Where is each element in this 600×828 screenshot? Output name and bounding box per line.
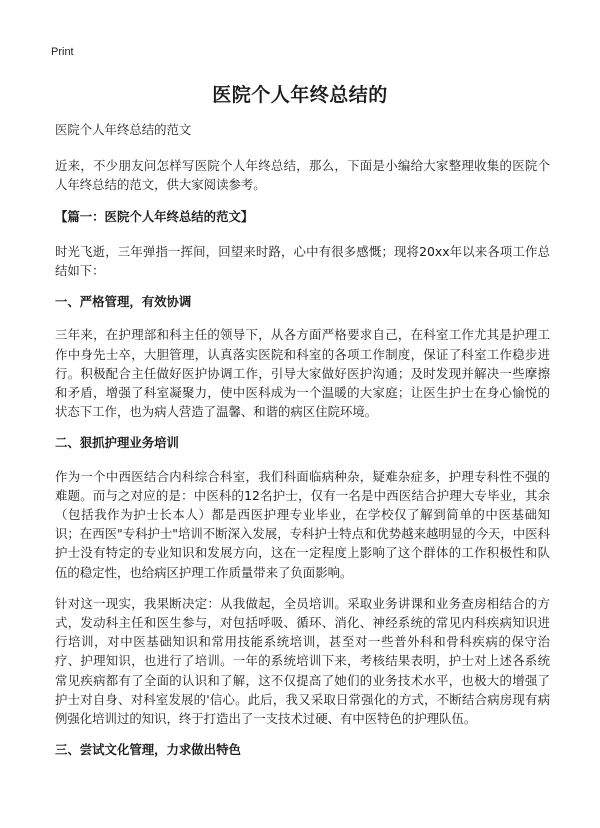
heading-strict-management: 一、严格管理，有效协调 [55,294,192,310]
intro-paragraph: 近来，不少朋友问怎样写医院个人年终总结，那么，下面是小编给大家整理收集的医院个人年终总结的范文，供大家阅读参考。 [55,158,550,193]
paragraph-strict-management: 三年来，在护理部和科主任的领导下，从各方面严格要求自己，在科室工作尤其是护理工作中身先士卒，大胆管理，认真落实医院和科室的各项工作制度，保证了科室工作稳步进行。积极配合主任做好医护协调工作，引导大家做好医护沟通；及时发现并解决一些摩擦和矛盾，增强了科室凝聚力，使中医科成为一个温暖的大家庭；让医生护士在身心愉悦的状态下工作，也为病人营造了温馨、和谐的病区住院环境。 [55,327,550,420]
paragraph-nursing-training-2: 针对这一现实，我果断决定：从我做起，全员培训。采取业务讲课和业务查房相结合的方式，发动科主任和医生参与，对包括呼吸、循环、消化、神经系统的常见内科疾病知识进行培训，对中医基础知识和常用技能系统培训，甚至对一些普外科和骨科疾病的保守治疗、护理知识，也进行了培训。一年的系统培训下来，考核结果表明，护士对上述各系统常见疾病都有了全面的认识和了解，这不仅提高了她们的业务技术水平，也极大的增强了护士对自身、对科室发展的'信心。此后，我又采取日常强化的方式，不断结合病房现有病例强化培训过的知识，终于打造出了一支技术过硬、有中医特色的护理队伍。 [55,595,550,727]
document-body [55,120,550,773]
heading-nursing-training: 二、狠抓护理业务培训 [55,435,179,451]
heading-culture-management: 三、尝试文化管理，力求做出特色 [55,742,241,758]
paragraph-nursing-training-1: 作为一个中西医结合内科综合科室，我们科面临病种杂，疑难杂症多，护理专科性不强的难题。而与之对应的是：中医科的12名护士，仅有一名是中西医结合护理大专毕业，其余（包括我作为护士长本人）都是西医护理专业毕业，在学校仅了解到简单的中医基础知识；在西医"专科护士"培训不断深入发展，专科护士特点和优势越来越明显的今天，中医科护士没有特定的专业知识和发展方向，这在一定程度上影响了这个群体的工作积极性和队伍的稳定性，也给病区护理工作质量带来了负面影响。 [55,468,550,580]
document-title: 医院个人年终总结的 [212,84,388,106]
section-heading: 【篇一：医院个人年终总结的范文】 [55,208,254,224]
document-subtitle: 医院个人年终总结的范文 [55,122,192,137]
opening-paragraph: 时光飞逝，三年弹指一挥间，回望来时路，心中有很多感慨；现将20xx年以来各项工作总结如下： [55,243,550,279]
print-label: Print [51,46,74,58]
